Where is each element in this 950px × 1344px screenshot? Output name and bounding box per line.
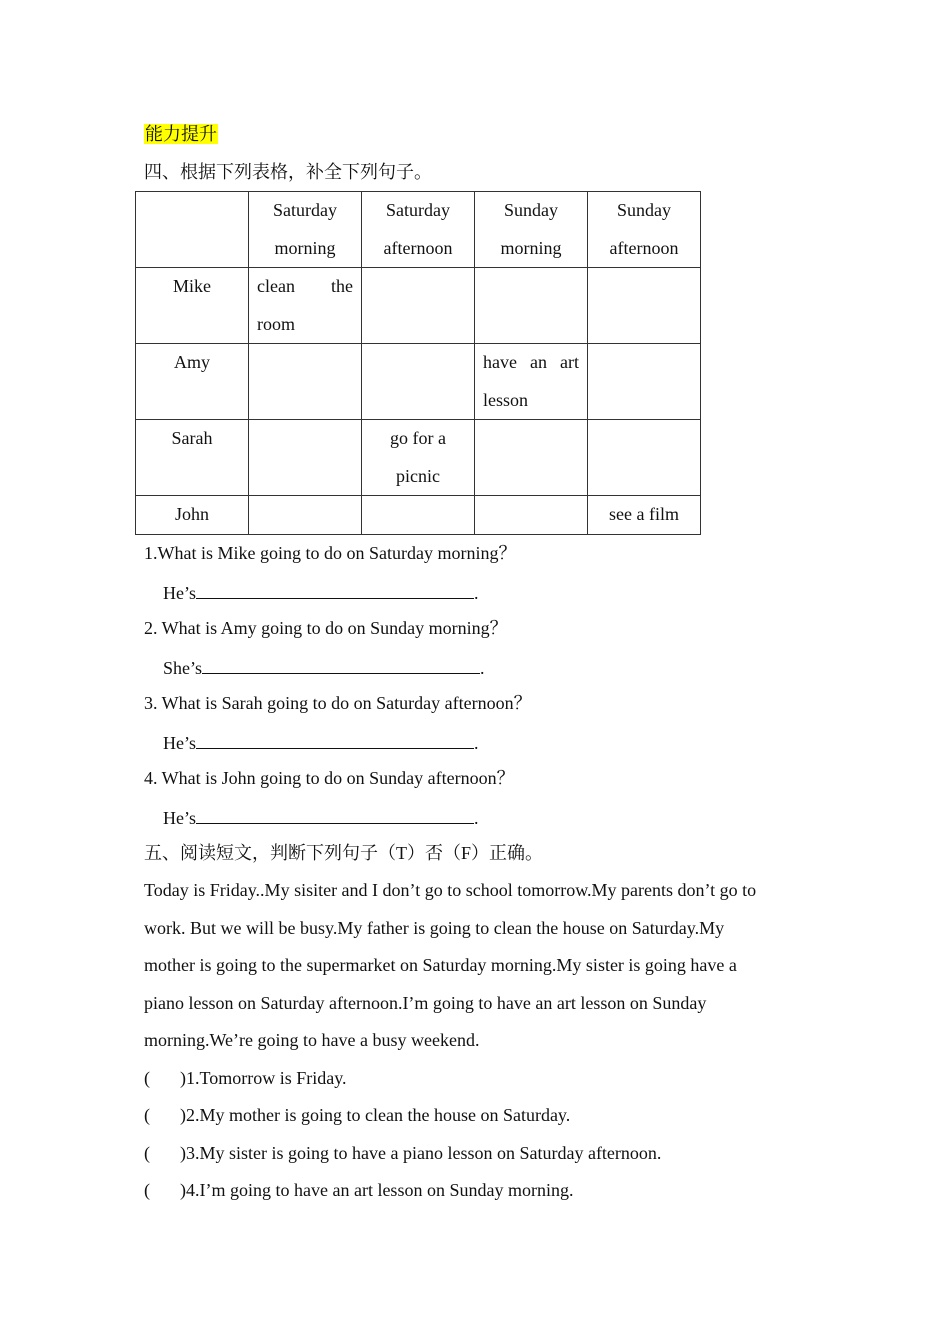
answer-end: . [480,658,485,678]
answer-line-2 [144,647,824,685]
answer-line-3 [144,722,824,760]
table-row [136,496,701,535]
question-1: 1.What is Mike going to do on Saturday morning？ [144,542,517,563]
row-name-cell: Mike [136,268,249,344]
answer-paren-open[interactable]: ( [144,1105,150,1125]
answer-paren-open[interactable]: ( [144,1180,150,1200]
answer-blank[interactable] [196,797,474,824]
table-row [136,268,701,344]
part4-instruction: 四、根据下列表格，补全下列句子。 [144,161,432,182]
table-row [136,344,701,420]
header-cell [136,192,249,268]
table-cell [588,420,701,496]
table-cell [362,344,475,420]
tf-statement-4 [144,1172,824,1210]
question-4: 4. What is John going to do on Sunday afternoon？ [144,767,515,788]
table-cell [475,420,588,496]
header-cell: Sunday afternoon [588,192,701,268]
statement-text: 3.My sister is going to have a piano lesson on Saturday afternoon. [186,1142,662,1163]
part5-instruction: 五、阅读短文，判断下列句子（T）否（F）正确。 [144,842,544,863]
row-name-cell: John [136,496,249,535]
answer-end: . [474,583,479,603]
answer-prefix: He’s [163,583,196,603]
statement-text: 1.Tomorrow is Friday. [186,1067,347,1088]
header-cell: Saturday afternoon [362,192,475,268]
table-cell [475,268,588,344]
statement-text: 2.My mother is going to clean the house on Saturday. [186,1105,571,1125]
answer-end: . [474,733,479,753]
answer-blank[interactable] [196,722,474,749]
answer-line-4 [144,797,824,835]
section-heading [144,116,824,154]
table-cell [362,496,475,535]
row-name-cell: Amy [136,344,249,420]
table-header-row [136,192,701,268]
table-cell [249,420,362,496]
statement-text: 4.I’m going to have an art lesson on Sunday morning. [186,1180,574,1200]
answer-paren-open[interactable]: ( [144,1067,150,1088]
table-cell [249,496,362,535]
answer-prefix: He’s [163,808,196,828]
tf-statement-2 [144,1097,824,1135]
answer-blank[interactable] [196,572,474,599]
table-cell [475,496,588,535]
question-2: 2. What is Amy going to do on Sunday morning？ [144,617,508,638]
passage-line: morning.We’re going to have a busy weekend. [144,1030,480,1050]
worksheet [144,116,824,1210]
passage-line: mother is going to the supermarket on Saturday morning.My sister is going have a [144,955,737,975]
answer-paren-close: ) [180,1105,186,1125]
table-row [136,420,701,496]
answer-end: . [474,808,479,828]
section-heading-text: 能力提升 [145,124,217,144]
tf-statement-3 [144,1135,824,1173]
table-cell: see a film [588,496,701,535]
table-cell [588,268,701,344]
table-cell [249,344,362,420]
answer-prefix: He’s [163,733,196,753]
answer-paren-close: ) [180,1142,186,1163]
answer-paren-close: ) [180,1067,186,1088]
header-cell: Saturday morning [249,192,362,268]
passage-line: Today is Friday..My sisiter and I don’t go to school tomorrow.My parents don’t go to [144,880,757,900]
table-cell: have an art lesson [475,344,588,420]
tf-statement-1 [144,1060,824,1098]
answer-line-1 [144,572,824,610]
table-cell: clean the room [249,268,362,344]
answer-prefix: She’s [163,658,203,678]
answer-paren-close: ) [180,1180,186,1200]
answer-paren-open[interactable]: ( [144,1142,150,1163]
table-cell: go for a picnic [362,420,475,496]
row-name-cell: Sarah [136,420,249,496]
passage-line: piano lesson on Saturday afternoon.I’m going to have an art lesson on Sunday [144,992,707,1013]
table-cell [588,344,701,420]
answer-blank[interactable] [202,647,480,674]
schedule-table [135,191,701,535]
header-cell: Sunday morning [475,192,588,268]
passage-line: work. But we will be busy.My father is going to clean the house on Saturday.My [144,917,725,938]
table-cell [362,268,475,344]
question-3: 3. What is Sarah going to do on Saturday afternoon？ [144,692,532,713]
